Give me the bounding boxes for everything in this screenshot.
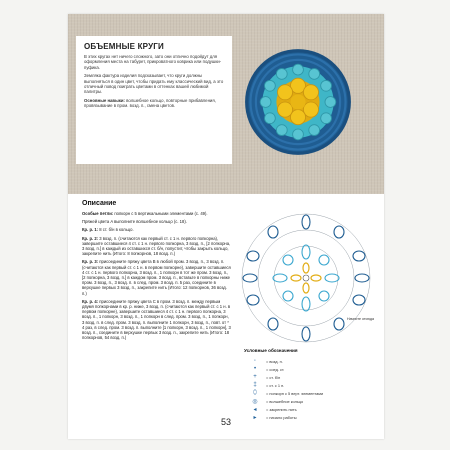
popcorn-symbol-icon: ⬯ (253, 389, 257, 396)
legend-label: = возд. п. (266, 358, 283, 364)
special-stitches-text: попкорн с 5 вертикальными элементами (с. 49). (114, 211, 208, 216)
round-3-text: присоедините пряжу цвета B в любой пром. 3 возд. п., 3 возд. п. (считаются как первый ст. с 1 н. в первом попкорне), завершите оставшиеся 4 ст. с 1 н. первого попкорна, 3 возд. п., 1 попкорн в тот же пром. 3 возд. п., [2 попкорна, 3 возд. п.] в каждом пром. 3 возд. п., вставьте в попкорны ниже пром. 3 возд. п., 3 возд. п. в след. пром. 3 возд. п. 5 раз, соедините в верхушке первых 3 возд. п., закрепите нить (Итого: 12 попкорнов, 36 возд. п.) (82, 259, 231, 296)
crochet-chart-diagram (236, 208, 376, 348)
round-1-text: 8 ст. б/н в кольцо. (99, 227, 134, 233)
legend-item (244, 381, 374, 389)
description-section (82, 200, 232, 343)
slip-stitch-symbol-icon: • (253, 366, 257, 372)
round-2 (82, 236, 232, 257)
round-4 (82, 299, 232, 341)
single-crochet-symbol-icon: + (253, 374, 257, 380)
legend-item (244, 357, 374, 365)
round-3-label: Кр. р. 3: (82, 259, 99, 265)
legend-label: = начало работы (266, 414, 297, 420)
round-1 (82, 227, 232, 232)
start-symbol-icon: ▸ (253, 414, 257, 421)
book-page (68, 14, 384, 439)
card-title: ОБЪЕМНЫЕ КРУГИ (84, 42, 164, 51)
card-paragraph-2: Земляка фактура изделия подсказывает, что круги должны выполняться в один цвет, чтобы придать ему классический вид, а это отличный повод поиграть цветами в оттенках вашей любимой палитры. (84, 73, 224, 95)
chain-symbol-icon: ◦ (253, 358, 257, 364)
round-2-label: Кр. р. 2: (82, 235, 99, 241)
card-skills (84, 98, 224, 109)
legend-item (244, 365, 374, 373)
round-3 (82, 259, 232, 295)
card-paragraph-1: В этих кругах нет ничего сложного, зато они отлично подойдут для оформления места на табурет, прикроватного коврика или подушки-пуфика. (84, 54, 222, 70)
magic-ring-symbol-icon: ◎ (252, 398, 258, 405)
skills-text: волшебное кольцо, повторные прибавления, провязывание в пром. возд. п., смена цветов. (84, 97, 216, 109)
round-2-text: 3 возд. п. (считаются как первый ст. с 1 н. первого попкорна), завершите оставшиеся 4 ст. с 1 н. первого попкорна, 3 возд. п., [2 попкорна, 3 возд. п.] в каждый из оставшихся ст. б/н, попустит, чтобы закрыть кольцо, закрепите нить (Итого: 8 попкорнов, 18 возд. п.) (82, 235, 231, 257)
special-stitches (82, 211, 232, 216)
page-number: 53 (220, 417, 231, 427)
legend-title: Условные обозначения (244, 348, 298, 353)
legend-label: = ст. б/н (266, 374, 281, 380)
legend-item (244, 389, 374, 397)
round-1-label: Кр. р. 1: (82, 227, 99, 233)
legend-label: = попкорн с 5 верт. элементами (266, 390, 324, 396)
legend (244, 348, 374, 421)
crochet-rosette-image (244, 48, 352, 156)
legend-label: = волшебное кольцо (266, 398, 304, 404)
double-crochet-symbol-icon: ‡ (253, 382, 257, 388)
fasten-off-symbol-icon: ◂ (253, 406, 257, 413)
intro-card (76, 36, 232, 164)
start-here-caption: Начните отсюда (347, 317, 375, 321)
legend-item (244, 397, 374, 405)
start-instruction: Пряжей цвета A выполните волшебное кольцо (с. 18). (82, 219, 187, 225)
round-4-label: Кр. р. 4: (82, 298, 99, 304)
legend-item (244, 405, 374, 413)
legend-item (244, 373, 374, 381)
legend-label: = закрепить нить (266, 406, 297, 412)
special-stitches-label: Особые петли: (82, 211, 114, 216)
section-title: Описание (82, 200, 117, 207)
legend-label: = соед. ст. (266, 366, 285, 372)
linen-photo (68, 14, 384, 194)
round-4-text: присоедините пряжу цвета C в пром. 3 возд. п. между первым двумя попкорнами в кр. р. ниже, 3 возд. п. (считаются как первый ст. с 1 н. в первом попкорне), завершите оставшиеся 4 ст. с 1 н. первого попкорна, 3 возд. п., 1 попкорн, 3 возд. п., 1 попкорн в след. пром. 3 возд. п., 1 попкорн, 3 возд. п. в след. пром. 3 возд. п. выполните 1 попкорн, 3 возд. п., повт. от * 4 раз, в след. пром. 3 возд. п. выполните [1 попкорн, 3 возд. п., 1 попкорн], 3 возд. п., соедините в верхушке первых 3 возд. п., закрепите нить (Итого: 18 попкорнов, 54 возд. п.) (82, 298, 231, 341)
skills-label: Основные навыки: (84, 97, 125, 103)
legend-label: = ст. с 1 н. (266, 382, 285, 388)
